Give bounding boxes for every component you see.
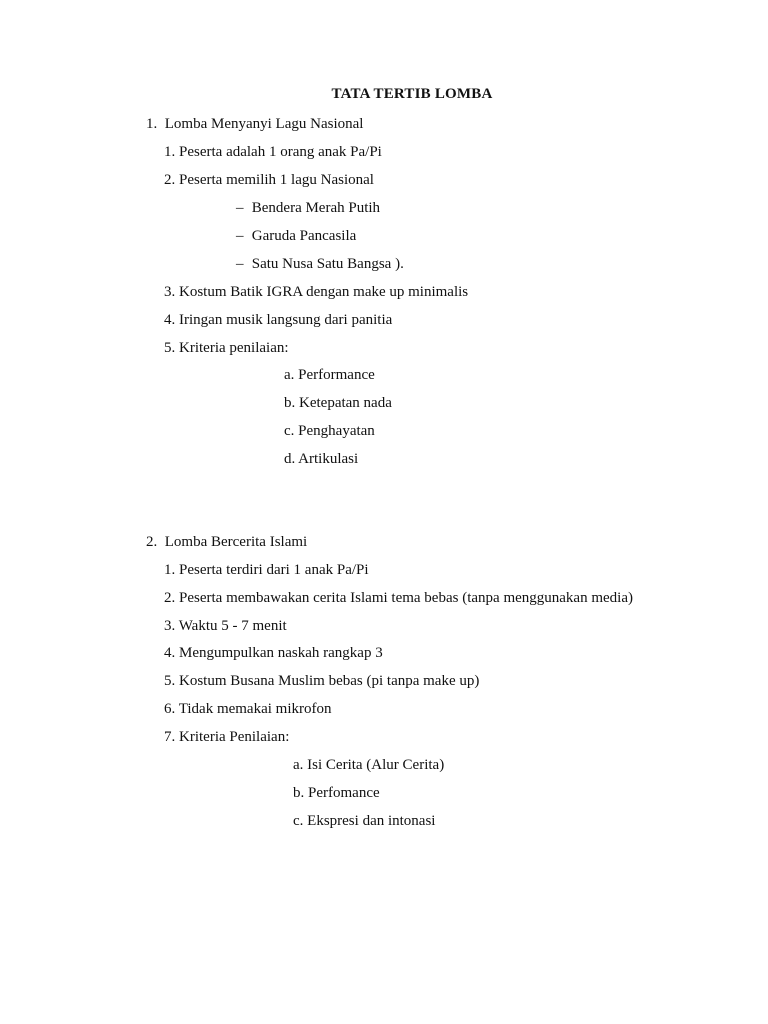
dash-bullet: – [236, 200, 244, 216]
song-label: Bendera Merah Putih [251, 200, 381, 216]
criteria-item: a. Performance [284, 367, 375, 383]
section-heading [146, 114, 363, 134]
list-item: 3. Kostum Batik IGRA dengan make up minimalis [164, 284, 469, 300]
list-item: 6. Tidak memakai mikrofon [164, 701, 332, 717]
criteria-item: a. Isi Cerita (Alur Cerita) [293, 757, 445, 773]
song-label: Garuda Pancasila [251, 228, 357, 244]
song-item [236, 254, 404, 274]
section-title: Lomba Bercerita Islami [164, 534, 308, 550]
criteria-item: c. Penghayatan [284, 423, 375, 439]
dash-bullet: – [236, 256, 244, 272]
list-item: 4. Mengumpulkan naskah rangkap 3 [164, 645, 383, 661]
list-item: 2. Peserta memilih 1 lagu Nasional [164, 172, 374, 188]
dash-bullet: – [236, 228, 244, 244]
list-item: 4. Iringan musik langsung dari panitia [164, 312, 393, 328]
criteria-item: c. Ekspresi dan intonasi [293, 813, 436, 829]
list-item: 2. Peserta membawakan cerita Islami tema bebas (tanpa menggunakan media) [164, 590, 633, 606]
list-item: 3. Waktu 5 - 7 menit [164, 618, 287, 634]
song-item [236, 198, 380, 218]
list-item: 5. Kriteria penilaian: [164, 340, 289, 356]
section-number: 2. [146, 534, 158, 550]
criteria-item: d. Artikulasi [284, 451, 359, 467]
section-number: 1. [146, 116, 158, 132]
section-heading [146, 532, 307, 552]
document-title: TATA TERTIB LOMBA [331, 86, 493, 102]
criteria-item: b. Ketepatan nada [284, 395, 392, 411]
section-title: Lomba Menyanyi Lagu Nasional [164, 116, 364, 132]
list-item: 5. Kostum Busana Muslim bebas (pi tanpa make up) [164, 673, 480, 689]
song-item [236, 226, 356, 246]
list-item: 1. Peserta adalah 1 orang anak Pa/Pi [164, 144, 382, 160]
list-item: 1. Peserta terdiri dari 1 anak Pa/Pi [164, 562, 369, 578]
criteria-item: b. Perfomance [293, 785, 380, 801]
list-item: 7. Kriteria Penilaian: [164, 729, 290, 745]
song-label: Satu Nusa Satu Bangsa ). [251, 256, 404, 272]
